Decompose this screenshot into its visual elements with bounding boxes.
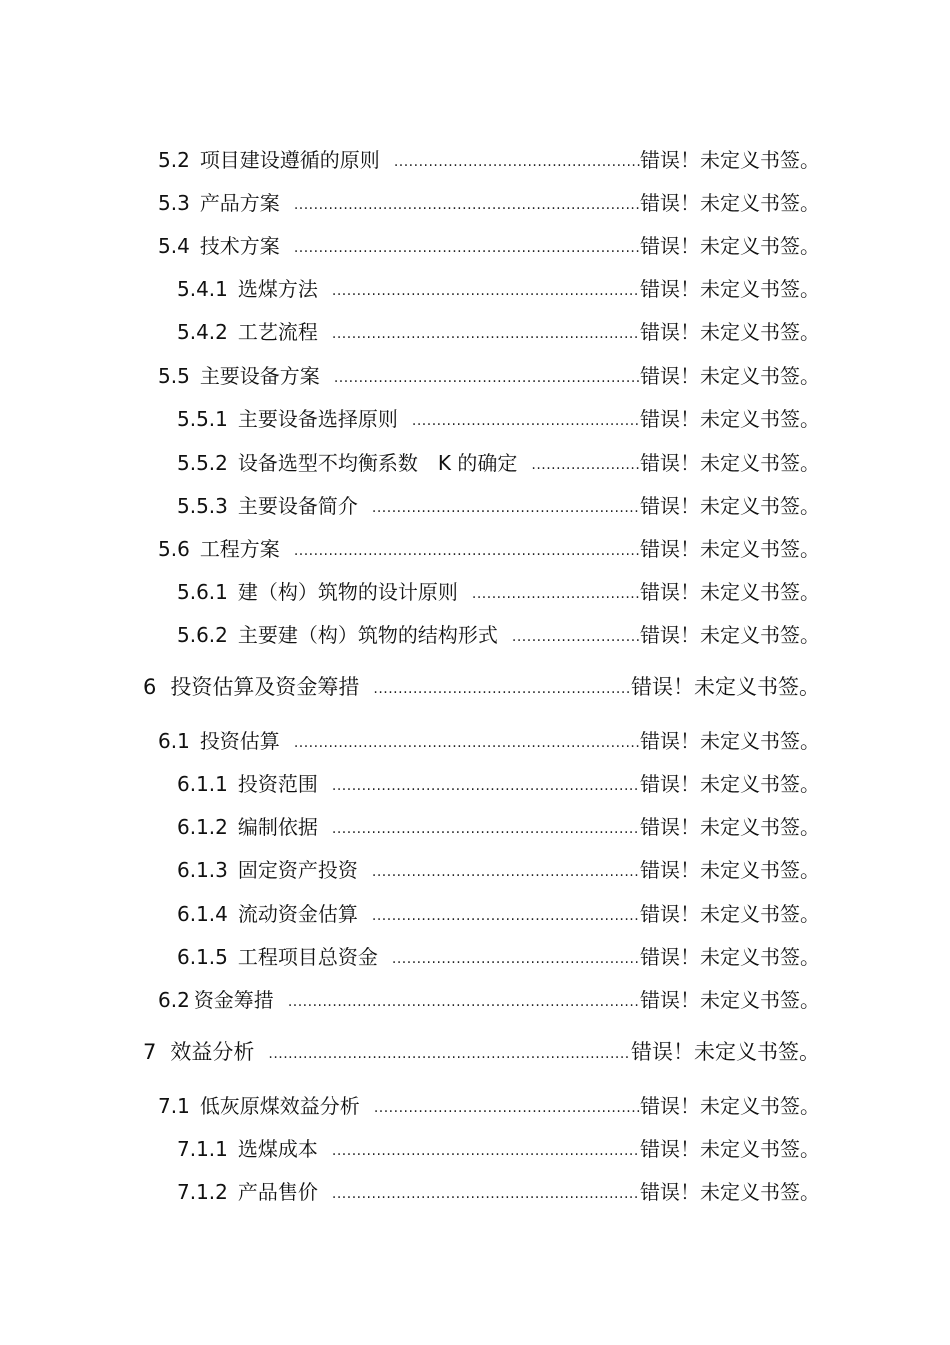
toc-title: 项目建设遵循的原则 [199,148,380,172]
toc-title: 编制依据 [237,815,318,839]
toc-title: 设备选型不均衡系数 K 的确定 [237,451,518,475]
toc-entry-7-1[interactable] [158,1094,820,1118]
toc-title: 选煤方法 [237,277,318,301]
toc-title: 工程方案 [199,537,280,561]
toc-entry-5-6-1[interactable] [177,580,820,604]
toc-entry-6-1-3[interactable] [177,858,820,882]
toc-leader-dots [332,1182,640,1206]
toc-page-ref: 错误！未定义书签。 [640,407,820,431]
toc-leader-dots [294,193,640,217]
toc-number: 7.1.1 [177,1137,228,1161]
toc-number: 7.1 [158,1094,190,1118]
toc-number: 5.2 [158,148,190,172]
toc-leader-dots [372,904,640,928]
toc-title: 主要设备选择原则 [237,407,398,431]
toc-leader-dots [372,860,640,884]
toc-number: 5.5.3 [177,494,228,518]
toc-page-ref: 错误！未定义书签。 [640,451,820,475]
toc-page-ref: 错误！未定义书签。 [640,537,820,561]
toc-leader-dots [374,1096,640,1120]
toc-leader-dots [512,625,640,649]
toc-page-ref: 错误！未定义书签。 [640,364,820,388]
toc-number: 6.1.2 [177,815,228,839]
toc-entry-6-2[interactable] [158,988,820,1012]
toc-leader-dots [332,817,640,841]
toc-title: 工艺流程 [237,320,318,344]
toc-title: 产品方案 [199,191,280,215]
toc-leader-dots [332,279,640,303]
toc-number: 5.6.2 [177,623,228,647]
toc-leader-dots [332,774,640,798]
toc-number: 6.1.5 [177,945,228,969]
toc-leader-dots [332,1139,640,1163]
toc-title: 效益分析 [170,1040,255,1064]
toc-number: 5.5.2 [177,451,228,475]
toc-page-ref: 错误！未定义书签。 [640,729,820,753]
toc-title: 建（构）筑物的设计原则 [237,580,458,604]
toc-leader-dots [268,1042,631,1066]
toc-title: 主要建（构）筑物的结构形式 [237,623,498,647]
toc-page-ref: 错误！未定义书签。 [631,675,820,699]
toc-number: 5.3 [158,191,190,215]
toc-page-ref: 错误！未定义书签。 [640,1180,820,1204]
toc-number: 5.4.2 [177,320,228,344]
toc-number: 7 [143,1040,157,1064]
toc-number: 6.1.1 [177,772,228,796]
toc-leader-dots [531,453,640,477]
toc-entry-5-4-2[interactable] [177,320,820,344]
toc-leader-dots [412,409,640,433]
toc-leader-dots [373,677,631,701]
toc-page-ref: 错误！未定义书签。 [640,902,820,926]
toc-entry-5-3[interactable] [158,191,820,215]
toc-leader-dots [294,731,640,755]
toc-title: 固定资产投资 [237,858,358,882]
toc-title: 低灰原煤效益分析 [199,1094,360,1118]
toc-leader-dots [394,150,640,174]
toc-page-ref: 错误！未定义书签。 [640,772,820,796]
toc-number: 6 [143,675,157,699]
toc-number: 6.2 [158,988,190,1012]
toc-leader-dots [288,990,640,1014]
toc-number: 6.1 [158,729,190,753]
toc-entry-6-1[interactable] [158,729,820,753]
toc-entry-6-1-5[interactable] [177,945,820,969]
toc-page-ref: 错误！未定义书签。 [640,1137,820,1161]
toc-number: 5.6 [158,537,190,561]
toc-entry-6-1-4[interactable] [177,902,820,926]
toc-number: 6.1.4 [177,902,228,926]
toc-page-ref: 错误！未定义书签。 [640,988,820,1012]
toc-page-ref: 错误！未定义书签。 [640,858,820,882]
toc-page-ref: 错误！未定义书签。 [640,815,820,839]
toc-title: 工程项目总资金 [237,945,378,969]
toc-entry-5-4-1[interactable] [177,277,820,301]
toc-entry-5-6-2[interactable] [177,623,820,647]
toc-leader-dots [472,582,640,606]
toc-page-ref: 错误！未定义书签。 [640,234,820,258]
toc-page-ref: 错误！未定义书签。 [640,623,820,647]
toc-leader-dots [334,366,640,390]
toc-title: 选煤成本 [237,1137,318,1161]
toc-entry-5-5[interactable] [158,364,820,388]
toc-page-ref: 错误！未定义书签。 [640,945,820,969]
toc-number: 5.4 [158,234,190,258]
toc-title: 产品售价 [237,1180,318,1204]
toc-number: 5.4.1 [177,277,228,301]
toc-entry-6-1-1[interactable] [177,772,820,796]
toc-leader-dots [294,539,640,563]
toc-entry-5-5-1[interactable] [177,407,820,431]
toc-number: 5.5.1 [177,407,228,431]
toc-title: 主要设备简介 [237,494,358,518]
toc-entry-5-6[interactable] [158,537,820,561]
toc-title: 资金筹措 [193,988,274,1012]
toc-leader-dots [332,322,640,346]
toc-page-ref: 错误！未定义书签。 [640,1094,820,1118]
toc-title: 投资范围 [237,772,318,796]
toc-entry-7[interactable] [143,1040,820,1064]
toc-page-ref: 错误！未定义书签。 [640,580,820,604]
toc-page-ref: 错误！未定义书签。 [640,494,820,518]
toc-page-ref: 错误！未定义书签。 [640,191,820,215]
toc-number: 7.1.2 [177,1180,228,1204]
toc-entry-5-4[interactable] [158,234,820,258]
toc-entry-6-1-2[interactable] [177,815,820,839]
toc-page-ref: 错误！未定义书签。 [640,320,820,344]
toc-leader-dots [372,496,640,520]
toc-number: 5.6.1 [177,580,228,604]
toc-title: 投资估算及资金筹措 [170,675,360,699]
toc-entry-6[interactable] [143,675,820,699]
toc-number: 6.1.3 [177,858,228,882]
toc-title: 主要设备方案 [199,364,320,388]
toc-page-ref: 错误！未定义书签。 [640,148,820,172]
toc-entry-7-1-1[interactable] [177,1137,820,1161]
toc-entry-5-2[interactable] [158,148,820,172]
toc-page-ref: 错误！未定义书签。 [640,277,820,301]
toc-leader-dots [294,236,640,260]
toc-leader-dots [392,947,640,971]
toc-entry-5-5-3[interactable] [177,494,820,518]
toc-number: 5.5 [158,364,190,388]
toc-page-ref: 错误！未定义书签。 [631,1040,820,1064]
toc-title: 流动资金估算 [237,902,358,926]
toc-entry-7-1-2[interactable] [177,1180,820,1204]
toc-title: 技术方案 [199,234,280,258]
toc-title: 投资估算 [199,729,280,753]
toc-entry-5-5-2[interactable] [177,451,820,475]
